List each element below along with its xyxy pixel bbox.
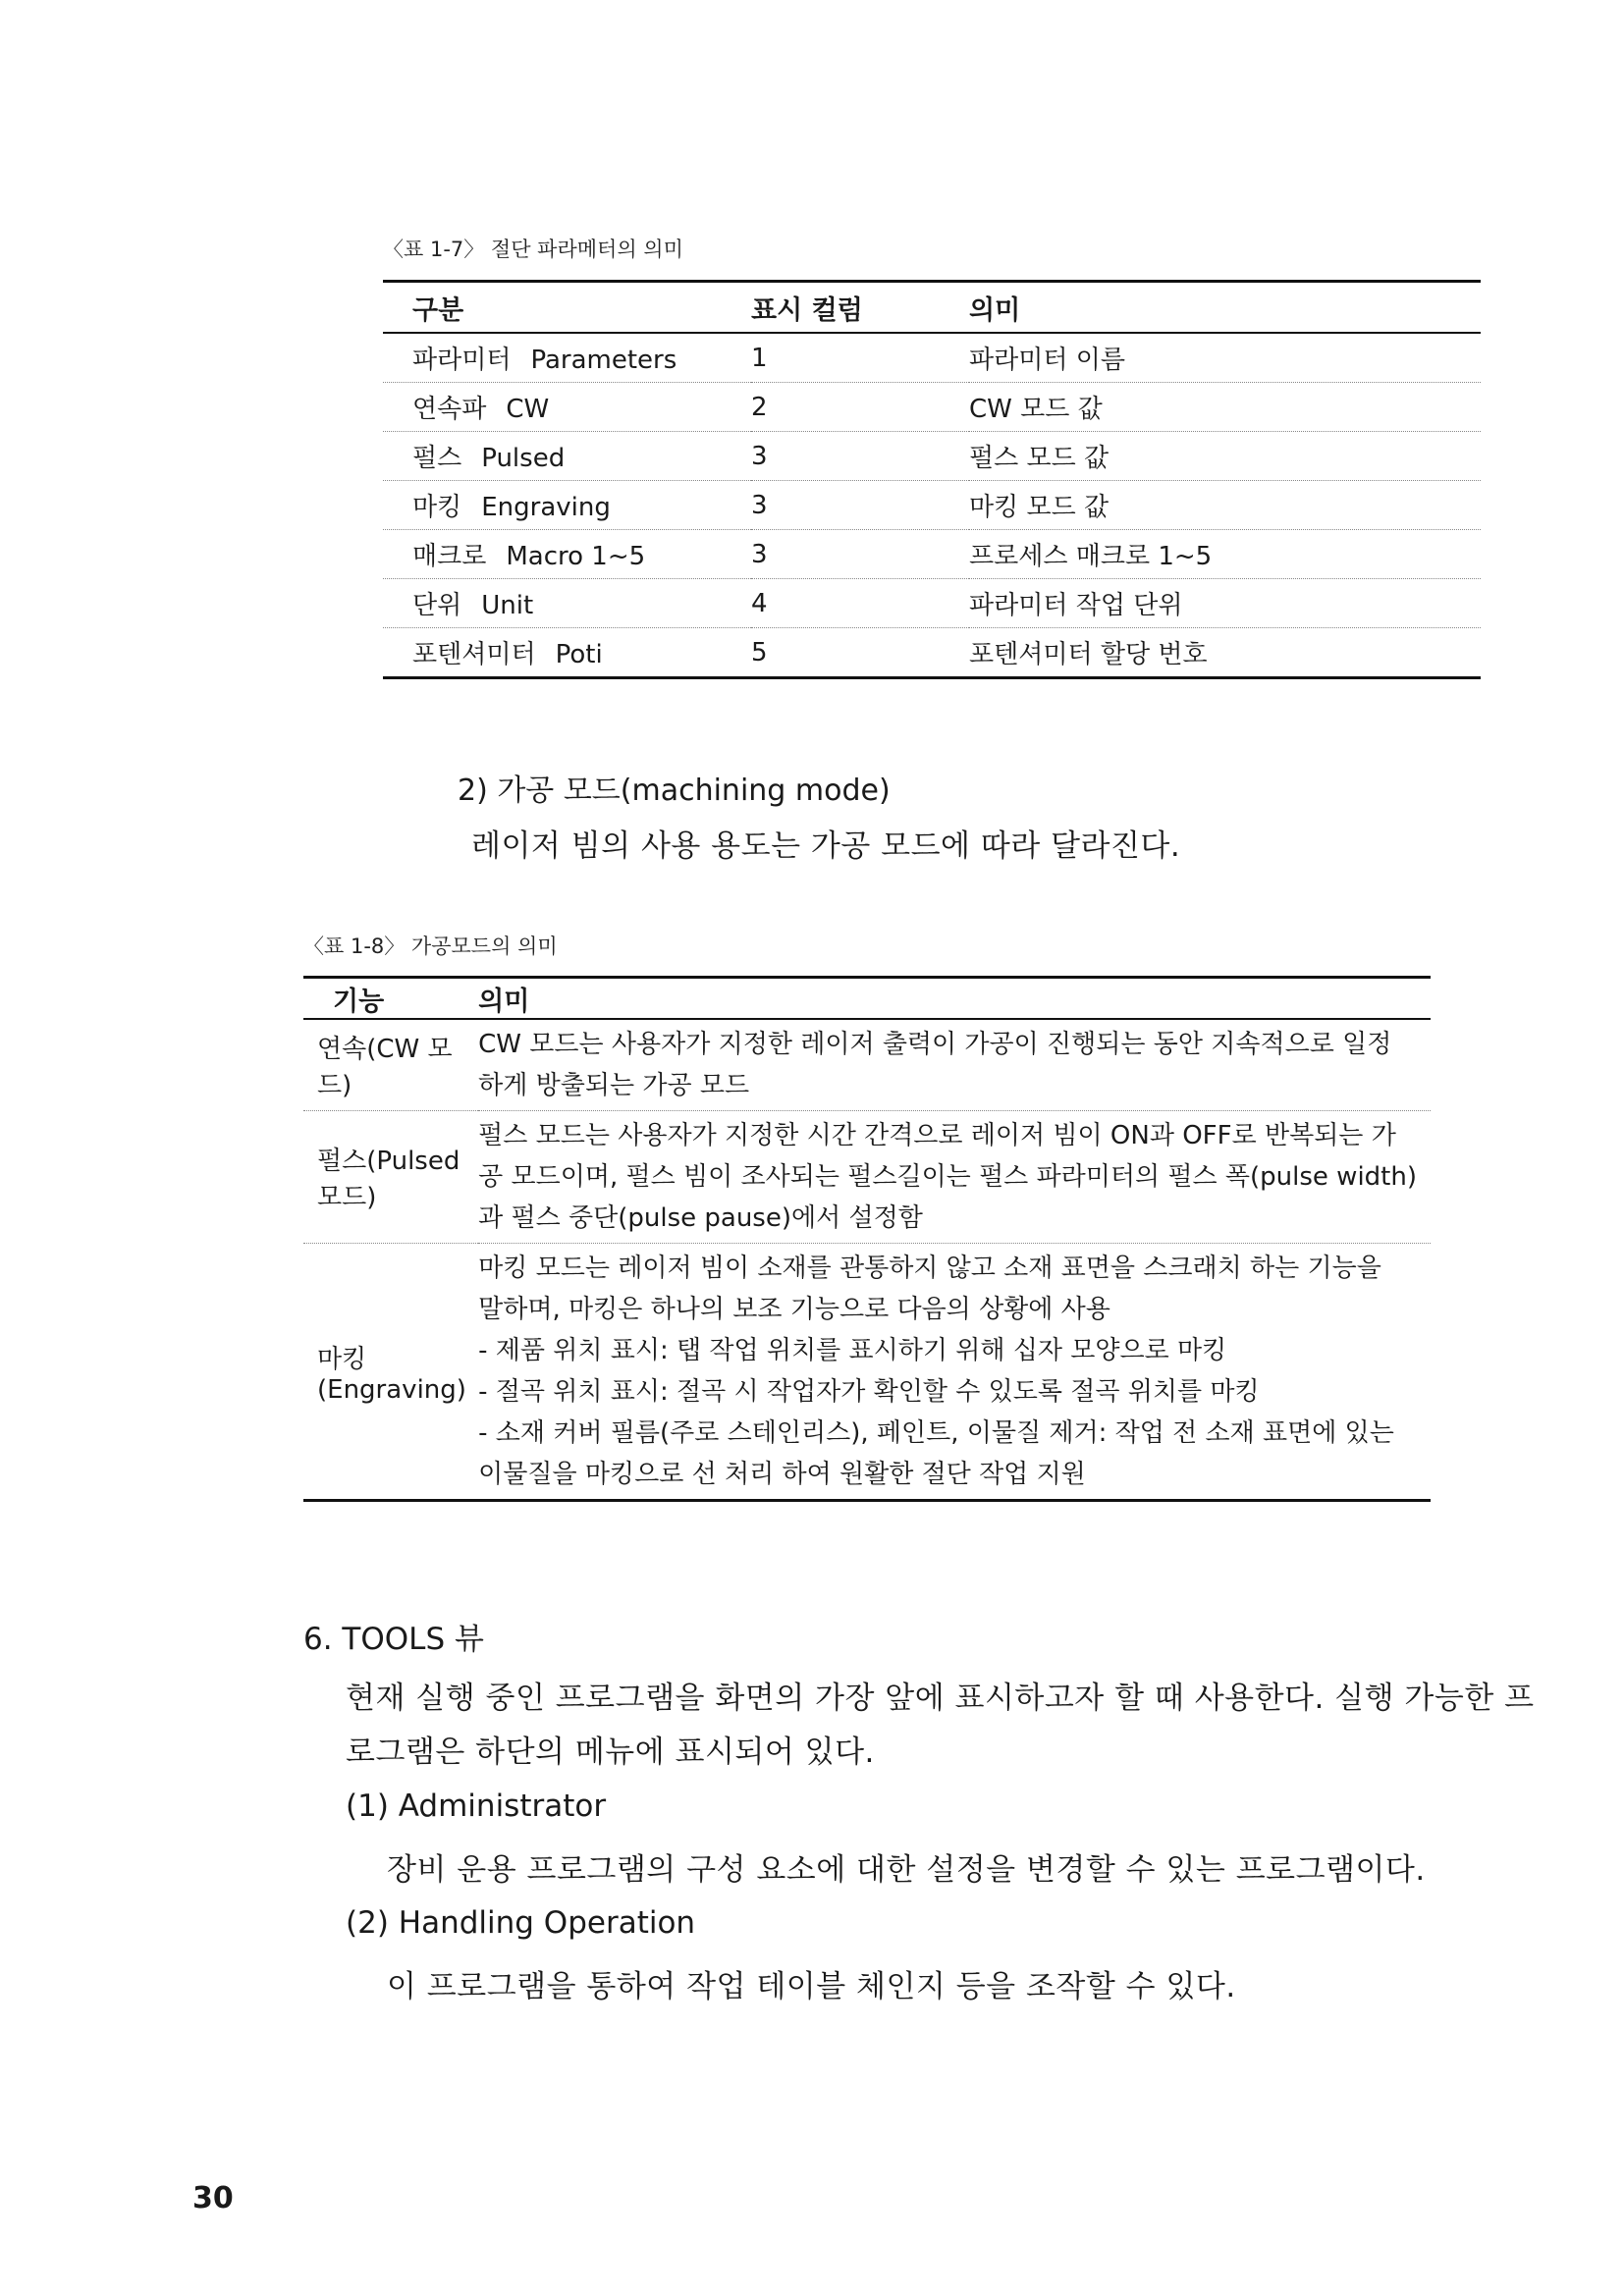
table-row <box>383 481 1481 530</box>
table-row <box>383 383 1481 432</box>
column-header-function: 기능 <box>303 978 478 1020</box>
table-row <box>383 333 1481 383</box>
category-korean: 포텐셔미터 <box>412 640 536 669</box>
mode-meaning <box>478 1111 1431 1244</box>
table-row <box>383 432 1481 481</box>
row-column-number: 5 <box>751 628 969 678</box>
row-category <box>383 628 751 678</box>
mode-function: 마킹(Engraving) <box>303 1244 478 1501</box>
row-meaning: CW 모드 값 <box>969 383 1481 432</box>
meaning-line: 펄스 모드는 사용자가 지정한 시간 간격으로 레이저 빔이 ON과 OFF로 반복되는 가 <box>478 1121 1396 1150</box>
tools-view-paragraph-line2: 로그램은 하단의 메뉴에 표시되어 있다. <box>346 1735 875 1770</box>
table-row <box>383 530 1481 579</box>
row-category <box>383 432 751 481</box>
row-column-number: 1 <box>751 333 969 383</box>
row-meaning: 파라미터 작업 단위 <box>969 579 1481 628</box>
cutting-parameter-table <box>383 280 1481 679</box>
column-header-meaning: 의미 <box>478 978 1431 1020</box>
table-row <box>303 1019 1431 1111</box>
category-korean: 연속파 <box>412 395 487 424</box>
row-category <box>383 579 751 628</box>
meaning-line: 마킹 모드는 레이저 빔이 소재를 관통하지 않고 소재 표면을 스크래치 하는 기능을 <box>478 1254 1381 1283</box>
category-korean: 단위 <box>412 591 462 620</box>
meaning-line: 공 모드이며, 펄스 빔이 조사되는 펄스길이는 펄스 파라미터의 펄스 폭(pulse width) <box>478 1162 1417 1192</box>
mode-function: 연속(CW 모드) <box>303 1019 478 1111</box>
category-korean: 마킹 <box>412 493 462 522</box>
category-english: CW <box>506 395 550 424</box>
row-meaning: 프로세스 매크로 1~5 <box>969 530 1481 579</box>
table-header-row <box>383 282 1481 334</box>
meaning-line: 과 펄스 중단(pulse pause)에서 설정함 <box>478 1203 923 1233</box>
meaning-line: CW 모드는 사용자가 지정한 레이저 출력이 가공이 진행되는 동안 지속적으로 일정 <box>478 1030 1392 1059</box>
row-column-number: 2 <box>751 383 969 432</box>
table-row <box>303 1244 1431 1501</box>
handling-operation-paragraph: 이 프로그램을 통하여 작업 테이블 체인지 등을 조작할 수 있다. <box>387 1969 1236 2004</box>
mode-meaning <box>478 1244 1431 1501</box>
table-row <box>383 628 1481 678</box>
table-row <box>303 1111 1431 1244</box>
row-column-number: 3 <box>751 530 969 579</box>
column-header-display-column: 표시 컬럼 <box>751 282 969 334</box>
administrator-heading: (1) Administrator <box>346 1789 607 1824</box>
row-meaning: 펄스 모드 값 <box>969 432 1481 481</box>
meaning-line: 하게 방출되는 가공 모드 <box>478 1071 750 1100</box>
handling-operation-heading: (2) Handling Operation <box>346 1905 696 1941</box>
tools-view-heading: 6. TOOLS 뷰 <box>303 1622 484 1657</box>
table-header-row <box>303 978 1431 1020</box>
category-english: Parameters <box>530 346 677 375</box>
row-column-number: 4 <box>751 579 969 628</box>
tools-view-paragraph-line1: 현재 실행 중인 프로그램을 화면의 가장 앞에 표시하고자 할 때 사용한다. 실행 가능한 프 <box>346 1681 1535 1716</box>
category-english: Macro 1~5 <box>506 542 646 571</box>
page-number: 30 <box>192 2181 234 2216</box>
row-category <box>383 333 751 383</box>
machining-mode-table <box>303 976 1431 1502</box>
column-header-category: 구분 <box>383 282 751 334</box>
meaning-line: - 제품 위치 표시: 탭 작업 위치를 표시하기 위해 십자 모양으로 마킹 <box>478 1336 1227 1365</box>
category-english: Unit <box>481 591 534 620</box>
meaning-line: - 소재 커버 필름(주로 스테인리스), 페인트, 이물질 제거: 작업 전 소재 표면에 있는 <box>478 1418 1394 1448</box>
category-korean: 파라미터 <box>412 346 512 375</box>
category-korean: 펄스 <box>412 444 462 473</box>
row-category <box>383 530 751 579</box>
mode-meaning <box>478 1019 1431 1111</box>
machining-mode-paragraph: 레이저 빔의 사용 용도는 가공 모드에 따라 달라진다. <box>471 828 1181 864</box>
column-header-meaning: 의미 <box>969 282 1481 334</box>
table1-caption: 〈표 1-7〉 절단 파라메터의 의미 <box>383 238 683 261</box>
table2-caption: 〈표 1-8〉 가공모드의 의미 <box>303 934 558 958</box>
row-meaning: 마킹 모드 값 <box>969 481 1481 530</box>
meaning-line: - 절곡 위치 표시: 절곡 시 작업자가 확인할 수 있도록 절곡 위치를 마킹 <box>478 1377 1260 1407</box>
row-category <box>383 383 751 432</box>
category-english: Pulsed <box>481 444 566 473</box>
meaning-line: 말하며, 마킹은 하나의 보조 기능으로 다음의 상황에 사용 <box>478 1295 1110 1324</box>
category-english: Poti <box>555 640 603 669</box>
category-korean: 매크로 <box>412 542 487 571</box>
row-meaning: 포텐셔미터 할당 번호 <box>969 628 1481 678</box>
machining-mode-heading: 2) 가공 모드(machining mode) <box>458 774 891 808</box>
table-row <box>383 579 1481 628</box>
row-category <box>383 481 751 530</box>
row-column-number: 3 <box>751 432 969 481</box>
meaning-line: 이물질을 마킹으로 선 처리 하여 원활한 절단 작업 지원 <box>478 1460 1086 1489</box>
row-column-number: 3 <box>751 481 969 530</box>
row-meaning: 파라미터 이름 <box>969 333 1481 383</box>
administrator-paragraph: 장비 운용 프로그램의 구성 요소에 대한 설정을 변경할 수 있는 프로그램이다. <box>387 1852 1426 1888</box>
category-english: Engraving <box>481 493 611 522</box>
mode-function: 펄스(Pulsed 모드) <box>303 1111 478 1244</box>
